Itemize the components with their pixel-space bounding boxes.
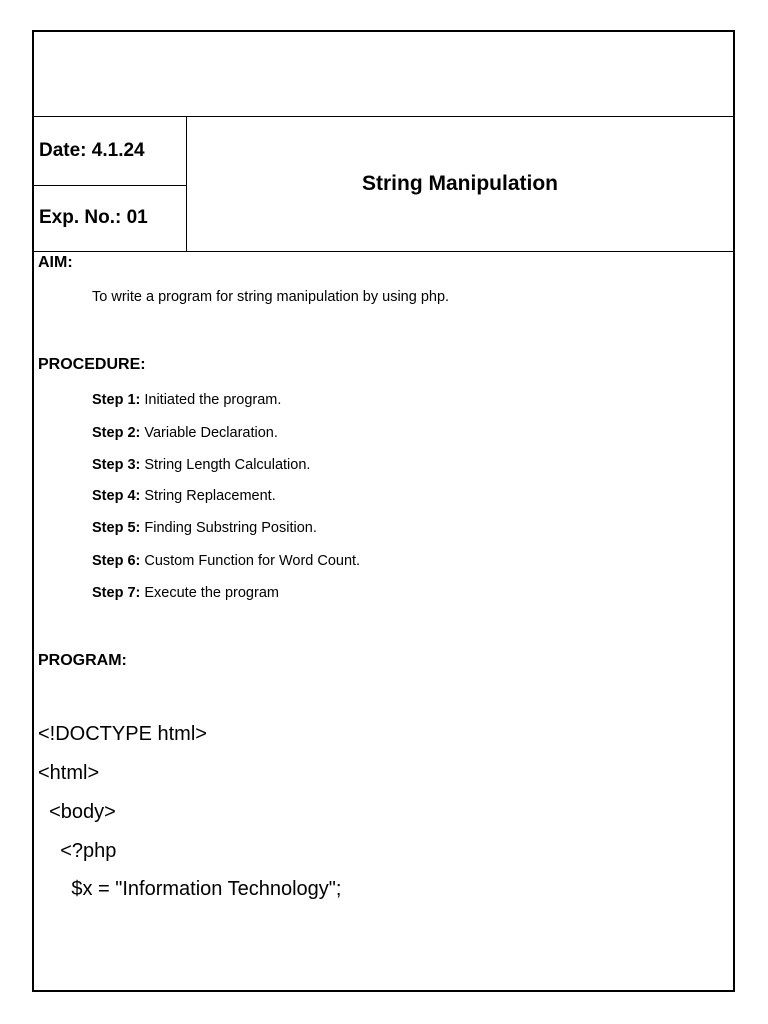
step-text: Initiated the program.	[140, 392, 282, 408]
step-label: Step 4:	[92, 488, 141, 504]
step-label: Step 1:	[92, 392, 141, 408]
exp-no-cell: Exp. No.: 01	[39, 207, 148, 228]
procedure-step-3	[92, 457, 310, 473]
step-label: Step 6:	[92, 553, 141, 569]
step-text: Custom Function for Word Count.	[140, 553, 361, 569]
code-line-4: <?php	[38, 840, 117, 862]
procedure-step-5	[92, 520, 317, 536]
step-label: Step 2:	[92, 425, 141, 441]
step-text: String Replacement.	[140, 488, 276, 504]
step-text: Variable Declaration.	[140, 425, 278, 441]
date-cell: Date: 4.1.24	[34, 117, 186, 186]
aim-text: To write a program for string manipulation by using php.	[92, 289, 450, 305]
aim-heading: AIM:	[38, 254, 73, 271]
step-text: Execute the program	[140, 585, 279, 601]
step-label: Step 5:	[92, 520, 141, 536]
header-blank-area	[34, 32, 733, 117]
step-label: Step 3:	[92, 457, 141, 473]
procedure-step-4	[92, 488, 276, 504]
program-heading: PROGRAM:	[38, 652, 127, 669]
code-line-1: <!DOCTYPE html>	[38, 723, 207, 745]
step-text: String Length Calculation.	[140, 457, 311, 473]
document-page	[32, 30, 735, 992]
procedure-step-6	[92, 553, 360, 569]
step-text: Finding Substring Position.	[140, 520, 317, 536]
code-line-2: <html>	[38, 762, 100, 784]
code-line-5: $x = "Information Technology";	[38, 878, 342, 900]
procedure-step-2	[92, 425, 278, 441]
procedure-step-7	[92, 585, 279, 601]
procedure-step-1	[92, 392, 281, 408]
code-line-3: <body>	[38, 801, 116, 823]
meta-left-column	[34, 117, 187, 251]
procedure-heading: PROCEDURE:	[38, 356, 146, 373]
experiment-title: String Manipulation	[362, 172, 558, 195]
meta-table	[34, 117, 733, 252]
step-label: Step 7:	[92, 585, 141, 601]
